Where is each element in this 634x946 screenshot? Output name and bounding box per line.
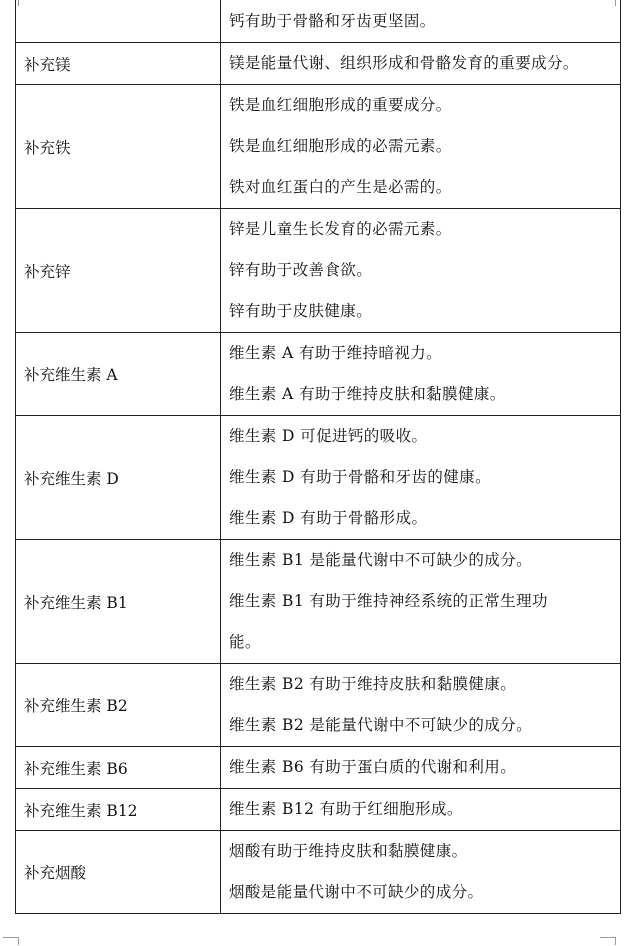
claim-line: 维生素 D 有助于骨骼和牙齿的健康。 bbox=[229, 468, 491, 486]
supplement-name-cell: 补充维生素 B2 bbox=[16, 664, 221, 747]
claim-line: 铁是血红细胞形成的重要成分。 bbox=[229, 96, 452, 114]
claim-line: 锌有助于皮肤健康。 bbox=[229, 302, 373, 320]
nutrient-claims-table bbox=[15, 0, 621, 914]
claim-line: 维生素 B2 有助于维持皮肤和黏膜健康。 bbox=[229, 675, 517, 693]
table-row bbox=[16, 747, 621, 789]
table-row bbox=[16, 209, 621, 333]
table-body bbox=[16, 1, 621, 914]
health-claims-cell bbox=[221, 540, 621, 664]
claim-line: 维生素 A 有助于维持暗视力。 bbox=[229, 344, 443, 362]
supplement-name-cell: 补充维生素 D bbox=[16, 416, 221, 540]
claim-line: 锌是儿童生长发育的必需元素。 bbox=[229, 220, 452, 238]
table-row bbox=[16, 664, 621, 747]
supplement-name-cell bbox=[16, 1, 221, 43]
claim-line: 维生素 B6 有助于蛋白质的代谢和利用。 bbox=[229, 758, 517, 776]
health-claims-cell bbox=[221, 789, 621, 831]
table-row bbox=[16, 85, 621, 209]
claim-line: 维生素 B2 是能量代谢中不可缺少的成分。 bbox=[229, 716, 533, 734]
claim-line: 能。 bbox=[229, 633, 261, 651]
health-claims-cell bbox=[221, 209, 621, 333]
claim-line: 烟酸是能量代谢中不可缺少的成分。 bbox=[229, 883, 484, 901]
claim-line: 烟酸有助于维持皮肤和黏膜健康。 bbox=[229, 842, 468, 860]
claim-line: 锌有助于改善食欲。 bbox=[229, 261, 373, 279]
health-claims-cell bbox=[221, 747, 621, 789]
claim-line: 维生素 D 有助于骨骼形成。 bbox=[229, 509, 428, 527]
crop-mark-bottom-left-vertical bbox=[18, 937, 19, 945]
claim-line: 铁对血红蛋白的产生是必需的。 bbox=[229, 178, 452, 196]
table-row bbox=[16, 333, 621, 416]
supplement-name-cell: 补充烟酸 bbox=[16, 831, 221, 914]
claim-line: 维生素 B1 有助于维持神经系统的正常生理功 bbox=[229, 592, 548, 610]
supplement-name-cell: 补充锌 bbox=[16, 209, 221, 333]
claim-line: 维生素 B12 有助于红细胞形成。 bbox=[229, 800, 463, 818]
supplement-name-cell: 补充维生素 B1 bbox=[16, 540, 221, 664]
claim-line: 维生素 A 有助于维持皮肤和黏膜健康。 bbox=[229, 385, 506, 403]
table-row bbox=[16, 1, 621, 43]
claim-line: 维生素 D 可促进钙的吸收。 bbox=[229, 427, 428, 445]
table-row bbox=[16, 540, 621, 664]
health-claims-cell bbox=[221, 333, 621, 416]
supplement-name-cell: 补充维生素 B6 bbox=[16, 747, 221, 789]
table-row bbox=[16, 43, 621, 85]
health-claims-cell bbox=[221, 831, 621, 914]
health-claims-cell bbox=[221, 416, 621, 540]
crop-mark-bottom-right-vertical bbox=[615, 937, 616, 945]
table-row bbox=[16, 416, 621, 540]
supplement-name-cell: 补充铁 bbox=[16, 85, 221, 209]
claim-line: 钙有助于骨骼和牙齿更坚固。 bbox=[229, 12, 436, 30]
health-claims-cell bbox=[221, 664, 621, 747]
table-row bbox=[16, 831, 621, 914]
health-claims-cell bbox=[221, 43, 621, 85]
claim-line: 镁是能量代谢、组织形成和骨骼发育的重要成分。 bbox=[229, 54, 579, 72]
supplement-name-cell: 补充维生素 A bbox=[16, 333, 221, 416]
table-row bbox=[16, 789, 621, 831]
claim-line: 维生素 B1 是能量代谢中不可缺少的成分。 bbox=[229, 551, 533, 569]
claim-line: 铁是血红细胞形成的必需元素。 bbox=[229, 137, 452, 155]
supplement-name-cell: 补充镁 bbox=[16, 43, 221, 85]
health-claims-cell bbox=[221, 85, 621, 209]
supplement-name-cell: 补充维生素 B12 bbox=[16, 789, 221, 831]
health-claims-cell bbox=[221, 1, 621, 43]
